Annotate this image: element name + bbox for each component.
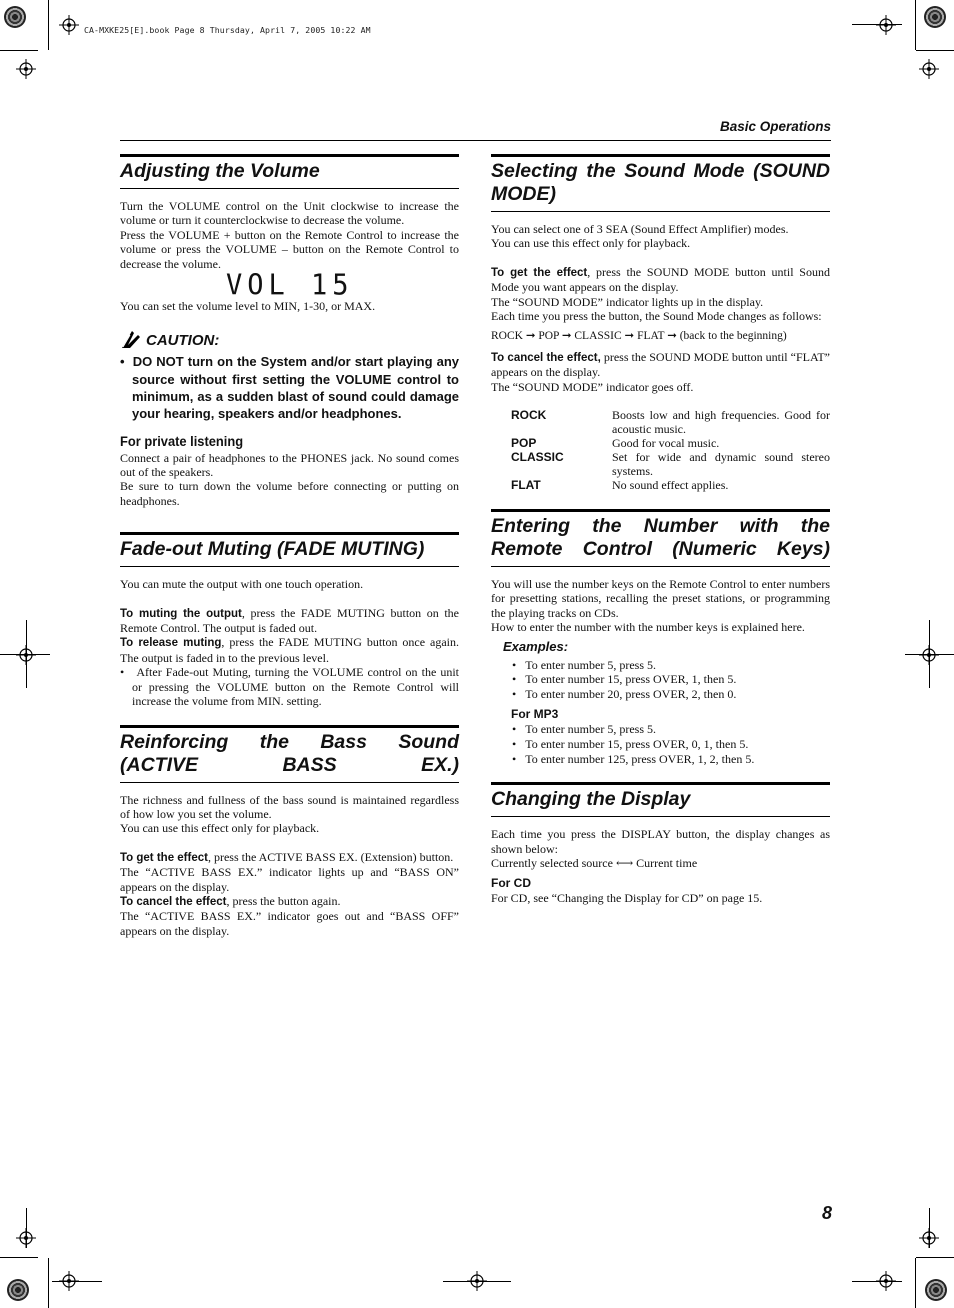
crop-mark xyxy=(915,1258,916,1308)
crop-mark xyxy=(916,1257,954,1258)
inline-text: , press the ACTIVE BASS EX. (Extension) button. xyxy=(207,849,454,864)
inline-label: To cancel the effect, xyxy=(491,351,601,364)
mode-row xyxy=(511,408,830,436)
registration-mark-icon xyxy=(919,645,939,665)
running-header: Basic Operations xyxy=(719,119,831,134)
section-adjusting-volume xyxy=(120,154,459,508)
sub-label: For CD xyxy=(491,876,531,891)
example-text: To enter number 15, press OVER, 1, then 5. xyxy=(525,672,737,687)
mode-name: CLASSIC xyxy=(511,450,564,465)
inline-text: press the SOUND MODE button until “FLAT” appears on the display. xyxy=(491,349,830,380)
section-title: Adjusting the Volume xyxy=(120,154,459,189)
example-item: • To enter number 125, press OVER, 1, 2, then 5. xyxy=(512,751,755,766)
paragraph: Each time you press the DISPLAY button, the display changes as shown below: xyxy=(491,827,830,856)
example-item: • To enter number 15, press OVER, 1, then 5. xyxy=(512,672,737,687)
header-rule xyxy=(120,140,831,141)
caution-label: CAUTION: xyxy=(146,332,220,350)
paragraph: For CD, see “Changing the Display for CD” on page 15. xyxy=(491,890,763,905)
section-numeric-keys xyxy=(491,509,830,766)
paragraph xyxy=(120,635,459,665)
inline-label: To release muting xyxy=(120,637,222,650)
inline-text: , press the button again. xyxy=(226,893,341,908)
registration-mark-icon xyxy=(467,1271,487,1291)
example-text: To enter number 20, press OVER, 2, then 0. xyxy=(525,686,737,701)
sound-mode-table xyxy=(511,408,830,492)
inline-label: To muting the output xyxy=(120,607,242,620)
paragraph: Each time you press the button, the Sound Mode changes as follows: xyxy=(491,309,822,324)
paragraph: Be sure to turn down the volume before connecting or putting on headphones. xyxy=(120,479,459,508)
paragraph: The “ACTIVE BASS EX.” indicator goes out and “BASS OFF” appears on the display. xyxy=(120,909,459,938)
example-text: To enter number 5, press 5. xyxy=(525,657,656,672)
mode-name: ROCK xyxy=(511,408,547,423)
example-item: • To enter number 20, press OVER, 2, then 0. xyxy=(512,686,737,701)
paragraph xyxy=(120,850,459,865)
section-title: Reinforcing the Bass Sound (ACTIVE BASS EX.) xyxy=(120,725,459,783)
crop-mark xyxy=(916,50,954,51)
paragraph xyxy=(120,606,459,636)
mode-row xyxy=(511,450,830,478)
color-rosette-icon xyxy=(925,1279,947,1301)
color-rosette-icon xyxy=(4,6,26,28)
display-flow: Currently selected source ⟷ Current time xyxy=(491,856,698,871)
bullet-text: After Fade-out Muting, turning the VOLUME control on the unit or pressing the VOLUME button on the Remote Control will increase the volume from MIN. setting. xyxy=(132,665,459,709)
bullet-item: • After Fade-out Muting, turning the VOLUME control on the unit or pressing the VOLUME button on the Remote Control will increase the volume from MIN. setting. xyxy=(120,665,459,709)
page-number: 8 xyxy=(821,1203,832,1223)
mode-name: FLAT xyxy=(511,478,541,493)
color-rosette-icon xyxy=(924,6,946,28)
inline-text: , press the FADE MUTING button once again. The output is faded in to the previous level. xyxy=(120,635,459,665)
mode-row xyxy=(511,478,830,492)
example-text: To enter number 125, press OVER, 1, 2, then 5. xyxy=(525,751,755,766)
caution-bullet: DO NOT turn on the System and/or start playing any source without first setting the VOLUME control to minimum, as a sudden blast of sound could damage your hearing, speakers and/or headphones. xyxy=(132,354,460,422)
paragraph: You can use this effect only for playback. xyxy=(120,821,320,836)
paragraph: The richness and fullness of the bass sound is maintained regardless of how low you set the volume. xyxy=(120,792,459,821)
mode-sequence: ROCK ➞ POP ➞ CLASSIC ➞ FLAT ➞ (back to the beginning) xyxy=(491,330,787,343)
caution-text: • DO NOT turn on the System and/or start playing any source without first setting the VOLUME control to minimum, as a sudden blast of sound could damage your hearing, speakers and/or headphones. xyxy=(120,354,460,422)
crop-mark xyxy=(48,0,49,50)
mode-description: No sound effect applies. xyxy=(612,478,729,493)
mp3-heading: For MP3 xyxy=(511,707,559,722)
mode-description: Boosts low and high frequencies. Good for acoustic music. xyxy=(612,408,830,437)
section-title: Changing the Display xyxy=(491,782,830,817)
registration-mark-icon xyxy=(919,1228,939,1248)
section-title: Entering the Number with the Remote Control (Numeric Keys) xyxy=(491,509,830,567)
section-active-bass xyxy=(120,725,459,939)
registration-mark-icon xyxy=(876,15,896,35)
example-text: To enter number 5, press 5. xyxy=(525,722,656,737)
paragraph xyxy=(491,350,830,380)
section-title: Selecting the Sound Mode (SOUND MODE) xyxy=(491,154,830,212)
inline-label: To cancel the effect xyxy=(120,895,227,908)
inline-text: , press the FADE MUTING button on the Remote Control. The output is faded out. xyxy=(120,605,459,636)
registration-mark-icon xyxy=(16,59,36,79)
mode-name: POP xyxy=(511,436,537,451)
registration-mark-icon xyxy=(16,645,36,665)
crop-mark xyxy=(915,0,916,50)
paragraph: You can set the volume level to MIN, 1-30, or MAX. xyxy=(120,299,376,314)
section-title: Fade-out Muting (FADE MUTING) xyxy=(120,532,459,567)
example-item: • To enter number 5, press 5. xyxy=(512,657,656,672)
registration-mark-icon xyxy=(919,59,939,79)
paragraph xyxy=(120,894,459,909)
registration-mark-icon xyxy=(16,1228,36,1248)
registration-mark-icon xyxy=(876,1271,896,1291)
inline-label: To get the effect xyxy=(491,266,588,279)
registration-mark-icon xyxy=(59,1271,79,1291)
caution-heading xyxy=(120,329,459,349)
paragraph: You will use the number keys on the Remote Control to enter numbers for presetting stations, recalling the preset stations, or programming the playing tracks on CDs. xyxy=(491,577,830,620)
mode-row xyxy=(511,436,830,450)
mode-description: Good for vocal music. xyxy=(612,436,720,451)
example-item: • To enter number 15, press OVER, 0, 1, then 5. xyxy=(512,737,749,752)
example-item: • To enter number 5, press 5. xyxy=(512,722,656,737)
section-sound-mode xyxy=(491,154,830,492)
inline-label: To get the effect xyxy=(120,851,208,864)
paragraph: You can use this effect only for playback. xyxy=(491,236,691,251)
crop-mark xyxy=(0,1257,38,1258)
section-changing-display xyxy=(491,782,830,905)
volume-display-readout: VOL 15 xyxy=(226,269,354,302)
right-column xyxy=(491,154,830,905)
registration-mark-icon xyxy=(59,15,79,35)
paragraph: Connect a pair of headphones to the PHONES jack. No sound comes out of the speakers. xyxy=(120,450,459,480)
paragraph: Turn the VOLUME control on the Unit clockwise to increase the volume or turn it counterclockwise to decrease the volume. xyxy=(120,199,459,228)
example-text: To enter number 15, press OVER, 0, 1, then 5. xyxy=(525,737,749,752)
mode-description: Set for wide and dynamic sound stereo systems. xyxy=(612,450,830,479)
paragraph xyxy=(491,265,830,295)
left-column xyxy=(120,154,459,938)
paragraph: The “SOUND MODE” indicator goes off. xyxy=(491,379,694,394)
paragraph: The “ACTIVE BASS EX.” indicator lights up and “BASS ON” appears on the display. xyxy=(120,865,459,894)
color-rosette-icon xyxy=(7,1279,29,1301)
sub-heading: For private listening xyxy=(120,432,244,449)
paragraph: How to enter the number with the number keys is explained here. xyxy=(491,620,805,635)
examples-heading: Examples: xyxy=(503,638,569,654)
paragraph: Press the VOLUME + button on the Remote Control to increase the volume or press the VOLUME – button on the Remote Control to decrease the volume. xyxy=(120,227,459,271)
inline-text: , press the SOUND MODE button until Sound Mode you want appears on the display. xyxy=(491,264,830,295)
paragraph: You can select one of 3 SEA (Sound Effect Amplifier) modes. xyxy=(491,222,789,236)
paragraph: The “SOUND MODE” indicator lights up in the display. xyxy=(491,294,764,309)
crop-mark xyxy=(0,50,38,51)
paragraph: You can mute the output with one touch operation. xyxy=(120,577,364,592)
book-info-line: CA-MXKE25[E].book Page 8 Thursday, April 7, 2005 10:22 AM xyxy=(84,25,371,35)
crop-mark xyxy=(48,1258,49,1308)
caution-hand-icon xyxy=(120,329,144,349)
section-fade-muting xyxy=(120,532,459,708)
